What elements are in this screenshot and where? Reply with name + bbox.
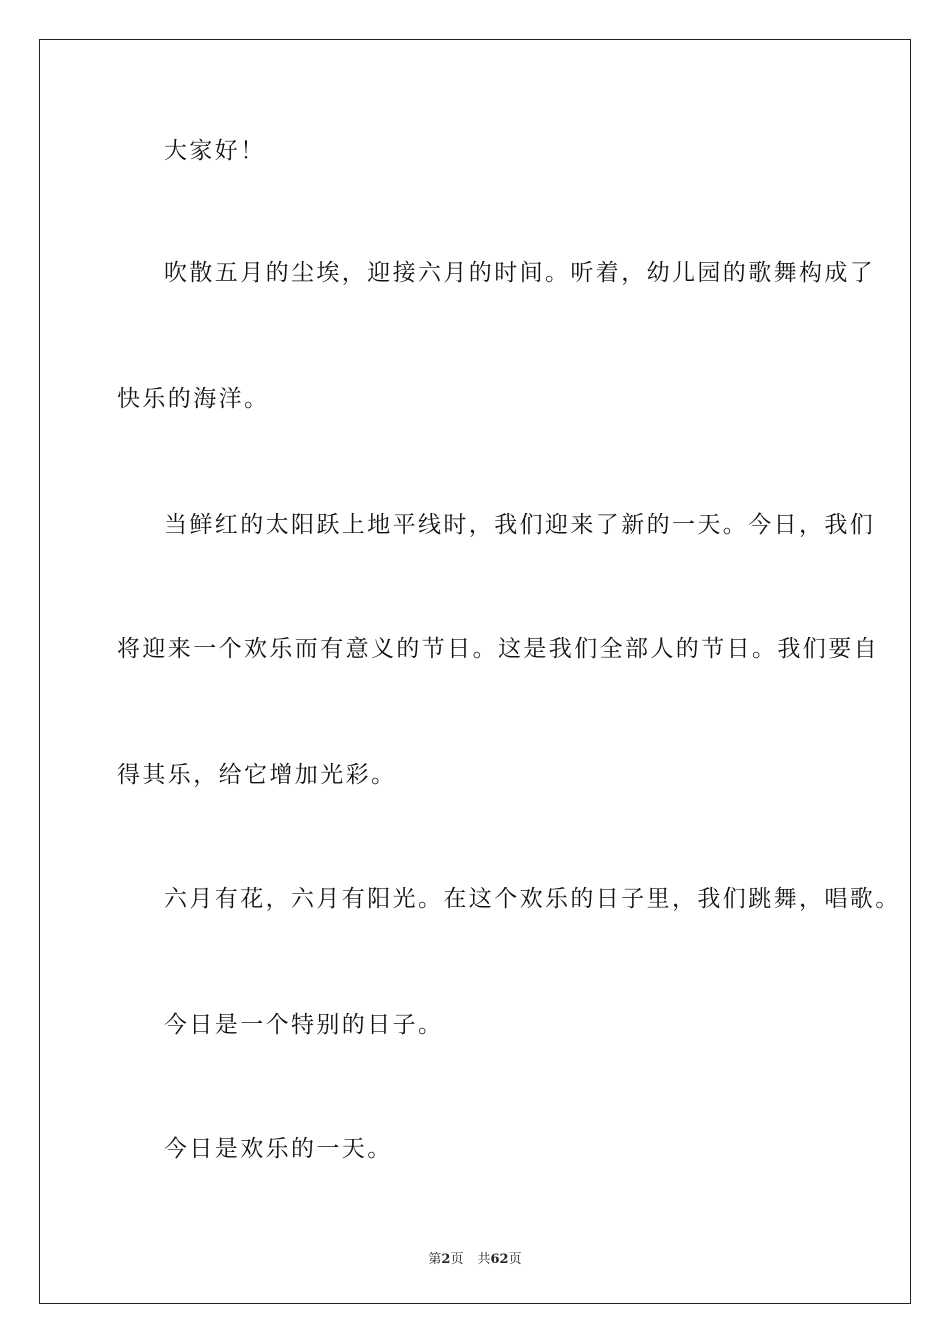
paragraph-4-line: 今日是一个特别的日子。	[164, 1012, 444, 1038]
total-prefix: 共	[477, 1252, 491, 1267]
paragraph-2-line-1: 当鲜红的太阳跃上地平线时，我们迎来了新的一天。今日，我们	[164, 512, 876, 538]
paragraph-2-line-2: 将迎来一个欢乐而有意义的节日。这是我们全部人的节日。我们要自	[117, 636, 879, 662]
greeting-line: 大家好！	[164, 138, 266, 164]
page-footer	[0, 1248, 950, 1267]
page-number: 2	[441, 1252, 451, 1267]
paragraph-5-line: 今日是欢乐的一天。	[164, 1136, 393, 1162]
page-suffix: 页	[450, 1252, 464, 1267]
total-pages: 62	[490, 1252, 509, 1267]
page-prefix: 第	[428, 1252, 442, 1267]
page-frame	[39, 39, 911, 1304]
paragraph-2-line-3: 得其乐，给它增加光彩。	[117, 762, 397, 788]
total-suffix: 页	[508, 1252, 522, 1267]
paragraph-1-line-1: 吹散五月的尘埃，迎接六月的时间。听着，幼儿园的歌舞构成了	[164, 260, 876, 286]
paragraph-3-line: 六月有花，六月有阳光。在这个欢乐的日子里，我们跳舞，唱歌。	[164, 886, 901, 912]
paragraph-1-line-2: 快乐的海洋。	[117, 386, 270, 412]
